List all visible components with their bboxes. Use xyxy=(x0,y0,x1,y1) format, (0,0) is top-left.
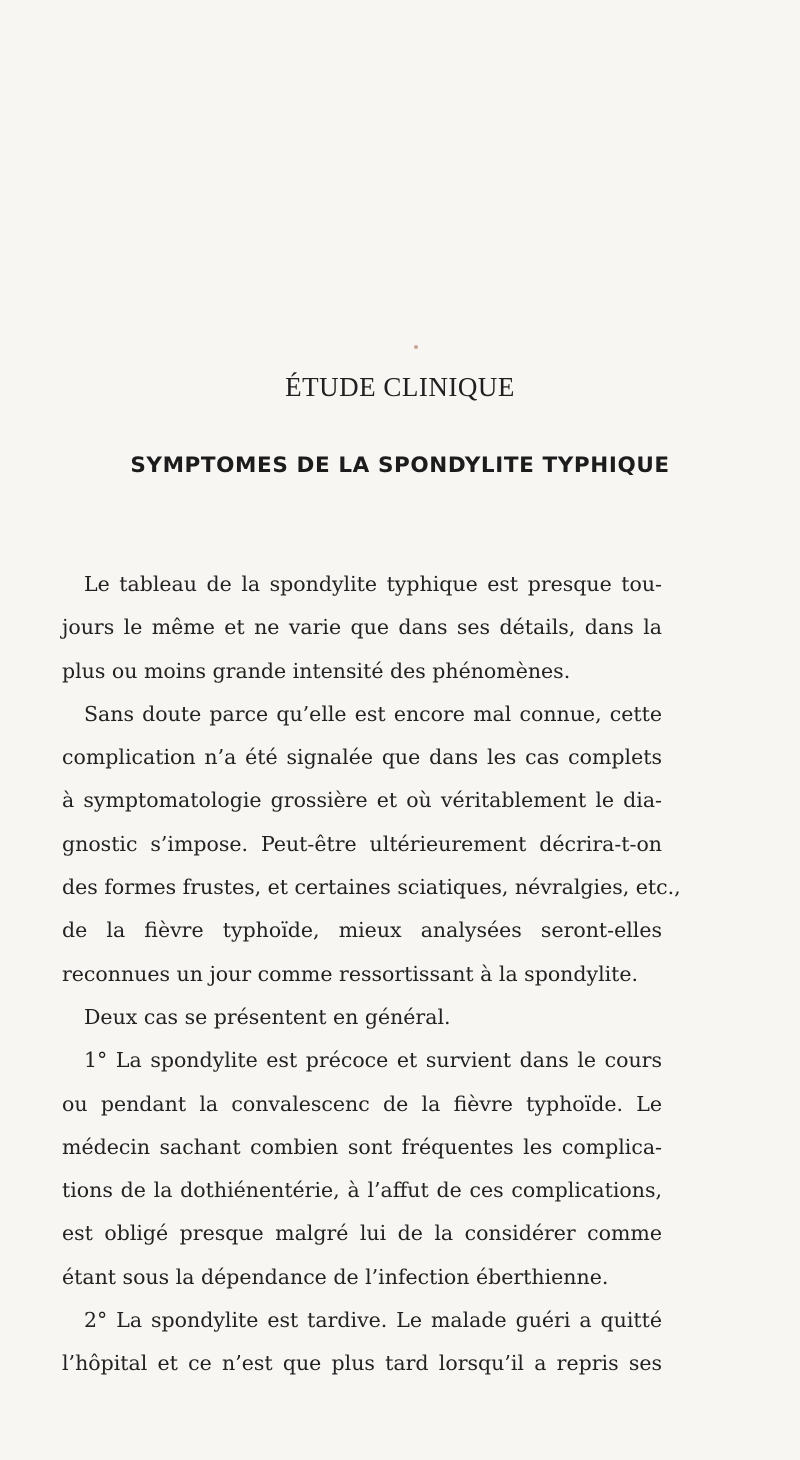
text-line: à symptomatologie grossière et où véritablement le dia- xyxy=(62,788,662,813)
text-line: de la fièvre typhoïde, mieux analysées seront-elles xyxy=(62,918,662,943)
text-line: plus ou moins grande intensité des phénomènes. xyxy=(62,658,571,683)
body-text xyxy=(62,563,681,1386)
text-line: ou pendant la convalescenc de la fièvre typhoïde. Le xyxy=(62,1091,662,1116)
text-line: Le tableau de la spondylite typhique est presque tou- xyxy=(84,572,662,596)
section-title: ÉTUDE CLINIQUE xyxy=(285,372,515,402)
text-line: Deux cas se présentent en général. xyxy=(84,1004,451,1029)
text-line: 1° La spondylite est précoce et survient dans le cours xyxy=(84,1048,662,1073)
text-line: est obligé presque malgré lui de la considérer comme xyxy=(62,1221,662,1246)
text-line: gnostic s’impose. Peut-être ultérieurement décrira-t-on xyxy=(62,831,662,856)
text-line: 2° La spondylite est tardive. Le malade guéri a quitté xyxy=(84,1308,662,1333)
text-line: complication n’a été signalée que dans les cas complets xyxy=(62,745,662,770)
text-line: l’hôpital et ce n’est que plus tard lorsqu’il a repris ses xyxy=(62,1351,662,1376)
paper-speck xyxy=(414,345,418,349)
text-line: tions de la dothiénentérie, à l’affut de ces complications, xyxy=(62,1178,662,1203)
text-line: jours le même et ne varie que dans ses détails, dans la xyxy=(62,615,662,640)
chapter-title: SYMPTOMES DE LA SPONDYLITE TYPHIQUE xyxy=(130,453,670,478)
text-line: Sans doute parce qu’elle est encore mal connue, cette xyxy=(84,701,662,726)
text-line: étant sous la dépendance de l’infection éberthienne. xyxy=(62,1264,609,1289)
text-line: médecin sachant combien sont fréquentes les complica- xyxy=(62,1134,662,1159)
text-line: des formes frustes, et certaines sciatiques, névralgies, etc., xyxy=(62,875,681,900)
text-line: reconnues un jour comme ressortissant à la spondylite. xyxy=(62,961,639,986)
